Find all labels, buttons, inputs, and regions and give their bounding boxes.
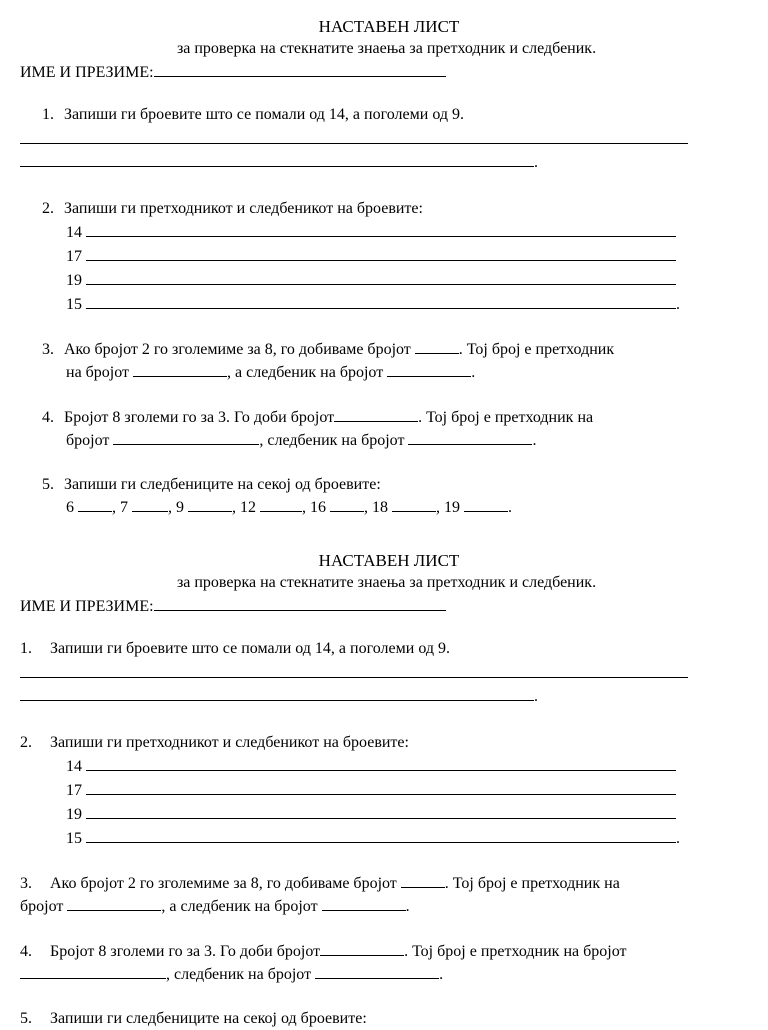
task-text: Запиши ги следбениците на секој од броевите: (50, 1010, 367, 1027)
given-number: 17 (66, 782, 82, 799)
answer-blank[interactable] (387, 361, 471, 377)
name-answer-line[interactable] (154, 60, 446, 77)
number-row (0, 802, 768, 826)
task-2 (0, 198, 768, 316)
answer-blank[interactable] (78, 496, 112, 512)
answer-blank[interactable] (113, 429, 259, 445)
task-number: 1. (20, 640, 32, 657)
given-number: 15 (66, 296, 82, 313)
number-row (0, 778, 768, 802)
number-row (0, 244, 768, 268)
worksheet-2 (0, 550, 768, 1030)
answer-blank[interactable] (133, 361, 227, 377)
task-text: Запиши ги претходникот и следбеникот на броевите: (64, 200, 423, 217)
task-4: 4. Бројот 8 зголеми го за 3. Го доби бројот . Тој број е претходник на бројот , следбеник на бројот . (0, 940, 768, 986)
given-number: 17 (66, 248, 82, 265)
number-row: 15 . (0, 826, 768, 850)
answer-blank[interactable] (260, 496, 302, 512)
task-number: 4. (20, 943, 32, 960)
answer-line[interactable] (86, 826, 676, 843)
answer-blank[interactable] (392, 496, 436, 512)
answer-blank[interactable] (322, 895, 406, 911)
answer-blank[interactable] (188, 496, 232, 512)
answer-blank[interactable] (67, 895, 161, 911)
number-row (0, 268, 768, 292)
task-1: 1. Запиши ги броевите што се помали од 14, а поголеми од 9. . (0, 104, 768, 174)
answer-line[interactable] (86, 778, 676, 795)
given-number: 19 (66, 806, 82, 823)
answer-line[interactable] (86, 220, 676, 237)
answer-blank[interactable] (401, 872, 445, 888)
answer-line[interactable] (20, 662, 688, 678)
answer-line[interactable] (86, 802, 676, 819)
name-label: ИМЕ И ПРЕЗИМЕ: (20, 64, 154, 81)
answer-blank[interactable] (132, 496, 168, 512)
task-text: Запиши ги претходникот и следбеникот на броевите: (50, 734, 409, 751)
answer-line[interactable] (86, 244, 676, 261)
answer-blank[interactable] (464, 496, 508, 512)
task-number: 3. (42, 341, 54, 358)
answer-blank[interactable] (320, 940, 404, 956)
answer-blank[interactable] (415, 338, 459, 354)
given-number: 14 (66, 758, 82, 775)
answer-line[interactable] (86, 268, 676, 285)
task-3: 3. Ако бројот 2 го зголемиме за 8, го добиваме бројот . Тој број е претходник на бројот , а следбеник на бројот . (0, 872, 768, 918)
task-number: 1. (42, 106, 54, 123)
name-row (0, 594, 768, 618)
task-number: 4. (42, 409, 54, 426)
given-number: 15 (66, 830, 82, 847)
answer-line[interactable] (86, 292, 676, 309)
answer-line[interactable] (86, 754, 676, 771)
worksheet-title: НАСТАВЕН ЛИСТ (318, 551, 460, 570)
worksheet-title: НАСТАВЕН ЛИСТ (318, 17, 460, 36)
task-4: 4. Бројот 8 зголеми го за 3. Го доби бројот . Тој број е претходник на бројот , следбеник на бројот . (0, 406, 768, 452)
task-5 (0, 474, 768, 519)
task-number: 3. (20, 875, 32, 892)
name-row (0, 60, 768, 84)
answer-blank[interactable] (20, 963, 166, 979)
worksheet-subtitle: за проверка на стекнатите знаења за претходник и следбеник. (176, 574, 597, 591)
number-row (0, 220, 768, 244)
answer-line[interactable] (20, 151, 534, 167)
answer-blank[interactable] (315, 963, 439, 979)
task-number: 2. (42, 200, 54, 217)
given-number: 14 (66, 224, 82, 241)
task-text: Запиши ги броевите што се помали од 14, а поголеми од 9. (64, 106, 464, 123)
answer-blank[interactable] (408, 429, 532, 445)
worksheet-1 (0, 16, 768, 519)
task-1: 1. Запиши ги броевите што се помали од 14, а поголеми од 9. . (0, 638, 768, 708)
name-answer-line[interactable] (154, 594, 446, 611)
worksheet-subtitle: за проверка на стекнатите знаења за претходник и следбеник. (176, 40, 597, 57)
task-text: Запиши ги следбениците на секој од броевите: (64, 476, 381, 493)
task-2 (0, 732, 768, 850)
task-number: 2. (20, 734, 32, 751)
given-number: 19 (66, 272, 82, 289)
number-row: 15 . (0, 292, 768, 316)
task-3: 3. Ако бројот 2 го зголемиме за 8, го добиваме бројот . Тој број е претходник на бројот , а следбеник на бројот . (0, 338, 768, 384)
name-label: ИМЕ И ПРЕЗИМЕ: (20, 598, 154, 615)
successor-row: 6 , 7 , 9 , 12 , 16 , 18 , 19 . (0, 496, 768, 519)
task-number: 5. (20, 1010, 32, 1027)
task-number: 5. (42, 476, 54, 493)
answer-blank[interactable] (330, 496, 364, 512)
answer-line[interactable] (20, 685, 534, 701)
number-row (0, 754, 768, 778)
answer-blank[interactable] (334, 406, 418, 422)
task-text: Запиши ги броевите што се помали од 14, а поголеми од 9. (50, 640, 450, 657)
task-5 (0, 1008, 768, 1030)
answer-line[interactable] (20, 128, 688, 144)
